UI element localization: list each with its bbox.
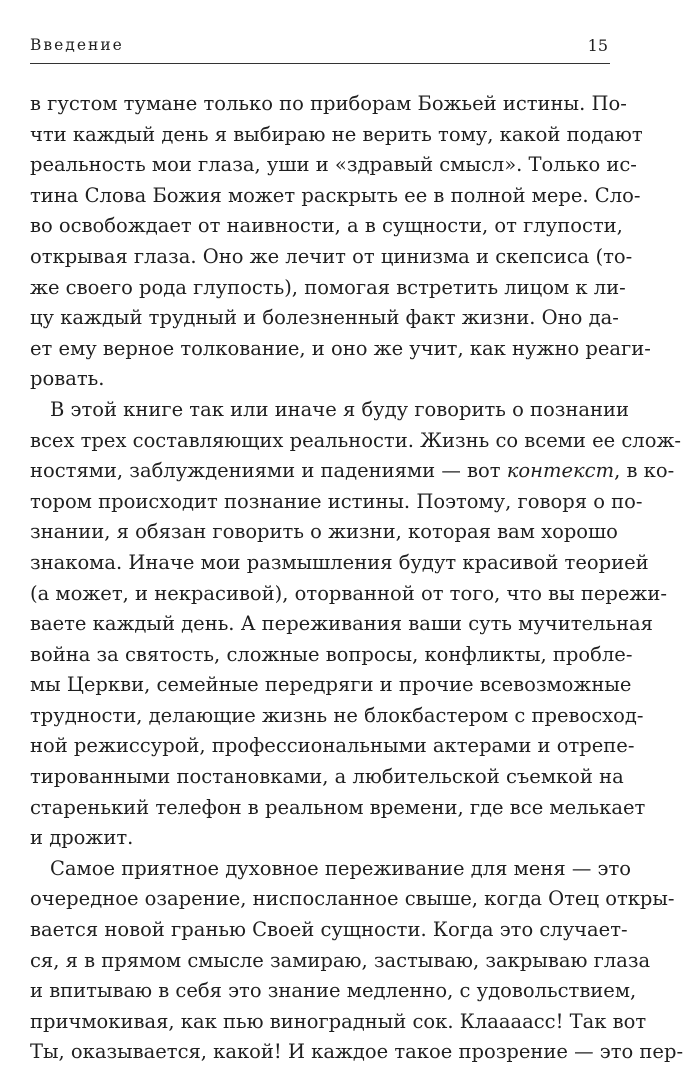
text-line: знании, я обязан говорить о жизни, которая вам хорошо xyxy=(30,520,618,544)
text-line: в густом тумане только по приборам Божьей истины. По- xyxy=(30,92,627,115)
text-line: во освобождает от наивности, а в сущности, от глупости, xyxy=(30,214,623,238)
text-line: ет ему верное толкование, и оно же учит, как нужно реаги- xyxy=(30,336,651,360)
text-line: ной режиссурой, профессиональными актерами и отрепе- xyxy=(30,734,635,758)
text-line: (а может, и некрасивой), оторванной от того, что вы пережи- xyxy=(30,581,667,605)
text-line: и впитываю в себя это знание медленно, с удовольствием, xyxy=(30,979,637,1003)
text-line: же своего рода глупость), помогая встретить лицом к ли- xyxy=(30,275,626,299)
text-line: вается новой гранью Своей сущности. Когда это случает- xyxy=(30,918,628,942)
text-line-with-emphasis xyxy=(30,456,675,487)
text-line: Ты, оказывается, какой! И каждое такое прозрение — это пер- xyxy=(30,1040,683,1064)
header-divider xyxy=(30,63,610,64)
text-line: Самое приятное духовное переживание для меня — это xyxy=(50,856,631,880)
text-line: В этой книге так или иначе я буду говорить о познании xyxy=(50,397,630,421)
text-line: тированными постановками, а любительской съемкой на xyxy=(30,765,624,789)
text-line: причмокивая, как пью виноградный сок. Клааааcс! Так вот xyxy=(30,1009,647,1033)
text-line: тина Слова Божия может раскрыть ее в полной мере. Сло- xyxy=(30,183,641,207)
text-line: открывая глаза. Оно же лечит от цинизма и скепсиса (то- xyxy=(30,244,633,268)
text-line: и дрожит. xyxy=(30,826,134,850)
text-line: чти каждый день я выбираю не верить тому, какой подают xyxy=(30,122,643,146)
text-line: очередное озарение, ниспосланное свыше, когда Отец откры- xyxy=(30,887,675,911)
text-segment: , в ко- xyxy=(614,459,675,483)
text-line: всех трех составляющих реальности. Жизнь со всеми ее слож- xyxy=(30,428,681,452)
text-line: цу каждый трудный и болезненный факт жизни. Оно да- xyxy=(30,306,619,330)
running-header xyxy=(30,34,608,58)
text-line: ваете каждый день. А переживания ваши суть мучительная xyxy=(30,612,653,636)
section-title: Введение xyxy=(30,36,124,54)
text-line: старенький телефон в реальном времени, где все мелькает xyxy=(30,795,646,819)
text-line: реальность мои глаза, уши и «здравый смысл». Только ис- xyxy=(30,153,637,177)
text-line: трудности, делающие жизнь не блокбастером с превосход- xyxy=(30,703,644,727)
text-line: тором происходит познание истины. Поэтому, говоря о по- xyxy=(30,489,643,513)
text-line: ровать. xyxy=(30,367,105,391)
page-number: 15 xyxy=(587,36,608,55)
text-line: мы Церкви, семейные передряги и прочие всевозможные xyxy=(30,673,632,697)
body-text xyxy=(30,89,683,1068)
text-line: знакома. Иначе мои размышления будут красивой теорией xyxy=(30,550,649,574)
text-segment: ностями, заблуждениями и падениями — вот xyxy=(30,459,501,483)
emphasis-word: контекст xyxy=(506,459,615,483)
text-line: ся, я в прямом смысле замираю, застываю, закрываю глаза xyxy=(30,948,651,972)
text-line: война за святость, сложные вопросы, конфликты, пробле- xyxy=(30,642,633,666)
